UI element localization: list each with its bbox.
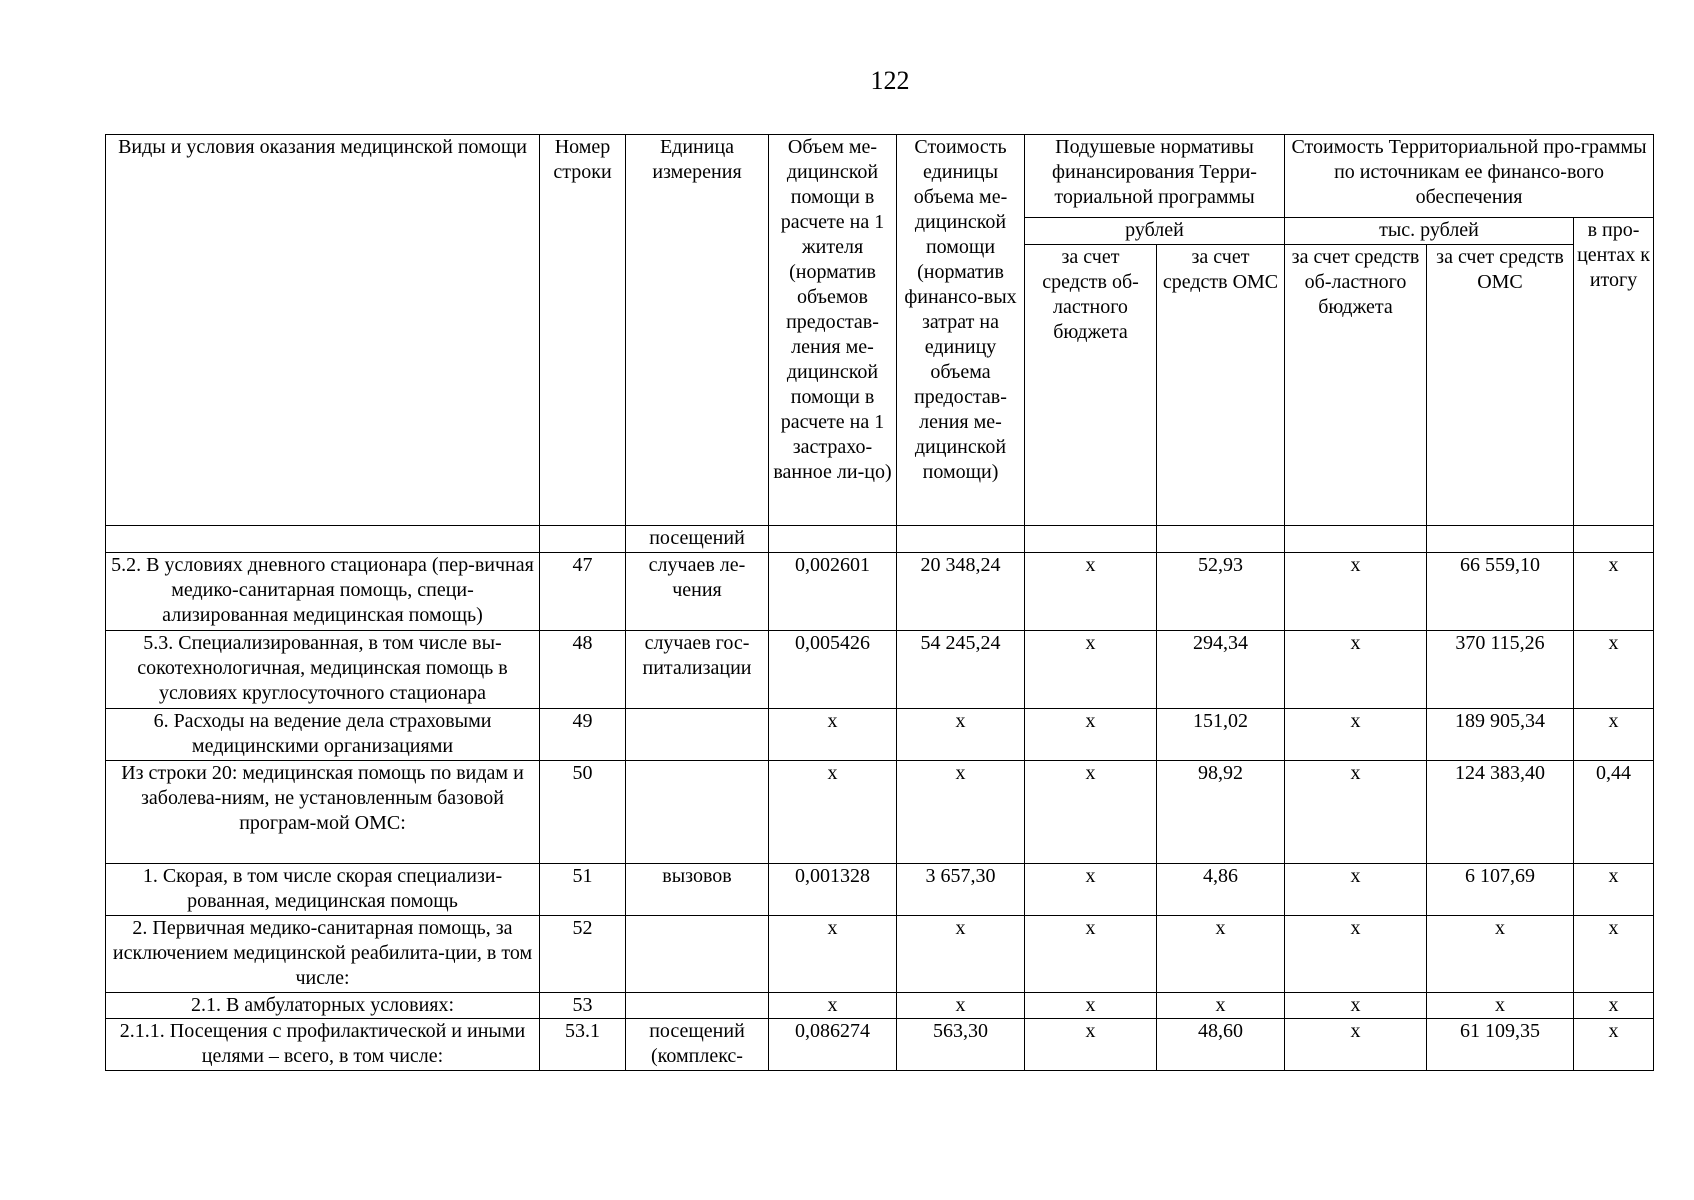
cell-type: 1. Скорая, в том числе скорая специализи-рованная, медицинская помощь xyxy=(106,864,540,916)
cell-unit: посещений xyxy=(626,526,769,553)
cell-tc-budget: х xyxy=(1285,631,1427,709)
cell-volume: х xyxy=(769,916,897,993)
cell-cost: х xyxy=(897,916,1025,993)
cell-tc-budget: х xyxy=(1285,916,1427,993)
cell-tc-oms: х xyxy=(1427,916,1574,993)
cell-pc-oms: 52,93 xyxy=(1157,553,1285,631)
cell-cost: 20 348,24 xyxy=(897,553,1025,631)
header-pc-regional-budget: за счет средств об-ластного бюджета xyxy=(1025,245,1157,526)
cell-unit: случаев ле-чения xyxy=(626,553,769,631)
table-row xyxy=(106,631,1654,709)
header-tc-oms: за счет средств ОМС xyxy=(1427,245,1574,526)
cell-percent: х xyxy=(1574,916,1654,993)
cell-pc-budget: х xyxy=(1025,553,1157,631)
header-percent: в про-центах к итогу xyxy=(1574,218,1654,526)
cell-row-number: 52 xyxy=(540,916,626,993)
cell-unit: вызовов xyxy=(626,864,769,916)
cell-unit xyxy=(626,993,769,1019)
cell-volume: х xyxy=(769,761,897,864)
cell-type xyxy=(106,526,540,553)
cell-volume: х xyxy=(769,709,897,761)
cell-tc-oms: 189 905,34 xyxy=(1427,709,1574,761)
cell-percent: х xyxy=(1574,1019,1654,1071)
table-row xyxy=(106,526,1654,553)
cell-tc-oms: 66 559,10 xyxy=(1427,553,1574,631)
header-row-1 xyxy=(106,135,1654,218)
cell-row-number: 51 xyxy=(540,864,626,916)
header-per-capita-group: Подушевые нормативы финансирования Терри-ториальной программы xyxy=(1025,135,1285,218)
cell-cost: х xyxy=(897,993,1025,1019)
cell-type: 2. Первичная медико-санитарная помощь, за исключением медицинской реабилита-ции, в том числе: xyxy=(106,916,540,993)
cell-percent: х xyxy=(1574,993,1654,1019)
cell-pc-budget: х xyxy=(1025,916,1157,993)
cell-pc-budget: х xyxy=(1025,761,1157,864)
cell-pc-oms xyxy=(1157,526,1285,553)
table-row xyxy=(106,709,1654,761)
cell-volume: 0,086274 xyxy=(769,1019,897,1071)
cell-percent xyxy=(1574,526,1654,553)
table-row xyxy=(106,761,1654,864)
cell-percent: х xyxy=(1574,631,1654,709)
cell-tc-oms: 6 107,69 xyxy=(1427,864,1574,916)
cell-volume: х xyxy=(769,993,897,1019)
cell-tc-budget: х xyxy=(1285,864,1427,916)
header-type: Виды и условия оказания медицинской помощи xyxy=(106,135,540,526)
cell-pc-budget: х xyxy=(1025,993,1157,1019)
cell-volume: 0,005426 xyxy=(769,631,897,709)
cell-volume: 0,001328 xyxy=(769,864,897,916)
cell-row-number: 48 xyxy=(540,631,626,709)
cell-percent: х xyxy=(1574,553,1654,631)
cell-type: Из строки 20: медицинская помощь по видам и заболева-ниям, не установленным базовой програм-мой ОМС: xyxy=(106,761,540,864)
cell-row-number: 53.1 xyxy=(540,1019,626,1071)
table-row xyxy=(106,993,1654,1019)
cell-pc-budget: х xyxy=(1025,631,1157,709)
cell-pc-oms: 98,92 xyxy=(1157,761,1285,864)
cell-percent: 0,44 xyxy=(1574,761,1654,864)
header-volume: Объем ме-дицинской помощи в расчете на 1 жителя (норматив объемов предостав-ления ме-дицинской помощи в расчете на 1 застрахо-ванное ли-цо) xyxy=(769,135,897,526)
cell-volume: 0,002601 xyxy=(769,553,897,631)
cell-tc-oms: х xyxy=(1427,993,1574,1019)
cell-tc-budget xyxy=(1285,526,1427,553)
table-row xyxy=(106,916,1654,993)
cell-tc-oms: 61 109,35 xyxy=(1427,1019,1574,1071)
table-row xyxy=(106,1019,1654,1071)
cell-cost: 563,30 xyxy=(897,1019,1025,1071)
header-row-number: Номер строки xyxy=(540,135,626,526)
financing-table xyxy=(105,134,1654,1071)
cell-tc-budget: х xyxy=(1285,1019,1427,1071)
cell-volume xyxy=(769,526,897,553)
cell-tc-budget: х xyxy=(1285,553,1427,631)
table-row xyxy=(106,864,1654,916)
cell-unit xyxy=(626,761,769,864)
header-unit-rub: рублей xyxy=(1025,218,1285,245)
header-pc-oms: за счет средств ОМС xyxy=(1157,245,1285,526)
cell-tc-budget: х xyxy=(1285,993,1427,1019)
cell-cost: 3 657,30 xyxy=(897,864,1025,916)
page-number: 122 xyxy=(870,66,910,95)
cell-tc-budget: х xyxy=(1285,761,1427,864)
cell-pc-oms: х xyxy=(1157,916,1285,993)
cell-percent: х xyxy=(1574,709,1654,761)
cell-tc-budget: х xyxy=(1285,709,1427,761)
header-program-cost-group: Стоимость Территориальной про-граммы по источникам ее финансо-вого обеспечения xyxy=(1285,135,1654,218)
cell-type: 2.1. В амбулаторных условиях: xyxy=(106,993,540,1019)
cell-pc-oms: 48,60 xyxy=(1157,1019,1285,1071)
cell-cost xyxy=(897,526,1025,553)
cell-cost: х xyxy=(897,761,1025,864)
cell-type: 6. Расходы на ведение дела страховыми медицинскими организациями xyxy=(106,709,540,761)
cell-pc-oms: х xyxy=(1157,993,1285,1019)
cell-pc-oms: 294,34 xyxy=(1157,631,1285,709)
cell-row-number: 47 xyxy=(540,553,626,631)
header-tc-regional-budget: за счет средств об-ластного бюджета xyxy=(1285,245,1427,526)
cell-row-number xyxy=(540,526,626,553)
cell-pc-oms: 4,86 xyxy=(1157,864,1285,916)
cell-tc-oms: 124 383,40 xyxy=(1427,761,1574,864)
cell-cost: х xyxy=(897,709,1025,761)
cell-row-number: 50 xyxy=(540,761,626,864)
cell-tc-oms xyxy=(1427,526,1574,553)
cell-unit: посещений (комплекс- xyxy=(626,1019,769,1071)
cell-pc-budget: х xyxy=(1025,709,1157,761)
cell-row-number: 49 xyxy=(540,709,626,761)
cell-pc-budget: х xyxy=(1025,1019,1157,1071)
cell-type: 5.2. В условиях дневного стационара (пер-вичная медико-санитарная помощь, специ-ализированная медицинская помощь) xyxy=(106,553,540,631)
cell-unit xyxy=(626,709,769,761)
header-unit-thousand-rub: тыс. рублей xyxy=(1285,218,1574,245)
cell-percent: х xyxy=(1574,864,1654,916)
cell-unit: случаев гос-питализации xyxy=(626,631,769,709)
cell-unit xyxy=(626,916,769,993)
cell-pc-budget: х xyxy=(1025,864,1157,916)
header-cost: Стоимость единицы объема ме-дицинской помощи (норматив финансо-вых затрат на единицу объема предостав-ления ме-дицинской помощи) xyxy=(897,135,1025,526)
cell-cost: 54 245,24 xyxy=(897,631,1025,709)
cell-type: 2.1.1. Посещения с профилактической и иными целями – всего, в том числе: xyxy=(106,1019,540,1071)
cell-type: 5.3. Специализированная, в том числе вы-сокотехнологичная, медицинская помощь в условиях круглосуточного стационара xyxy=(106,631,540,709)
cell-tc-oms: 370 115,26 xyxy=(1427,631,1574,709)
cell-row-number: 53 xyxy=(540,993,626,1019)
table-row xyxy=(106,553,1654,631)
cell-pc-oms: 151,02 xyxy=(1157,709,1285,761)
header-unit: Единица измерения xyxy=(626,135,769,526)
cell-pc-budget xyxy=(1025,526,1157,553)
